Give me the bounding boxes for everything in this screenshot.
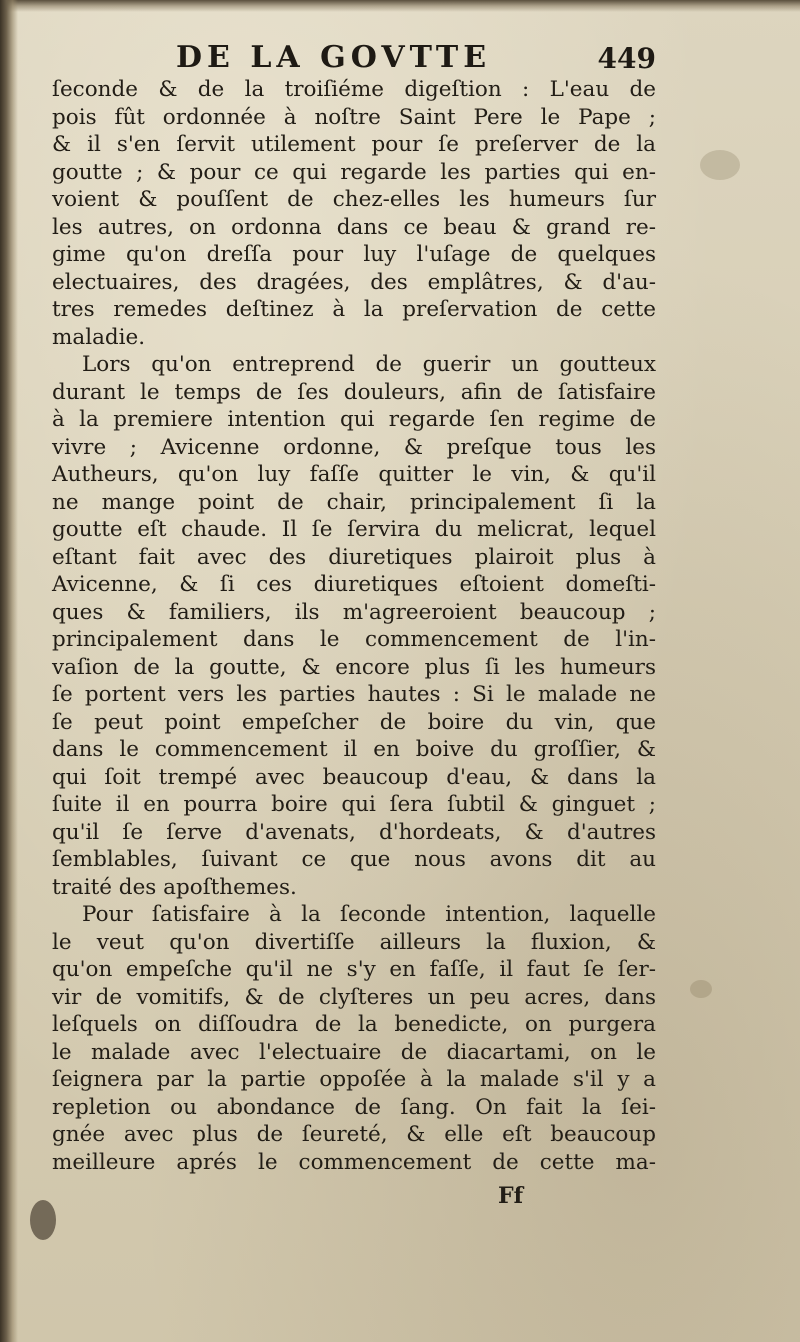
text-line: repletion ou abondance de ſang. On fait la ſei-: [52, 1094, 656, 1120]
text-line: durant le temps de ſes douleurs, afin de ſatisfaire: [52, 379, 656, 405]
text-line: ſe portent vers les parties hautes : Si le malade ne: [52, 682, 656, 707]
text-line: maladie.: [52, 324, 146, 350]
text-line: electuaires, des dragées, des emplâtres, & d'au-: [52, 269, 656, 295]
text-line: vir de vomitifs, & de clyſteres un peu acres, dans: [52, 984, 656, 1010]
text-line: vivre ; Avicenne ordonne, & preſque tous les: [52, 434, 656, 460]
text-line: ſeconde & de la troiſiéme digeſtion : L'eau de: [52, 77, 656, 102]
text-line: ne mange point de chair, principalement ſi la: [52, 489, 656, 515]
text-line: Avicenne, & ſi ces diuretiques eſtoient domeſti-: [52, 572, 656, 597]
text-line: le veut qu'on divertiſſe ailleurs la fluxion, &: [52, 929, 656, 955]
text-line: qui ſoit trempé avec beaucoup d'eau, & dans la: [52, 764, 656, 790]
paper-stain: [690, 980, 712, 998]
running-title: DE LA GOVTTE: [176, 40, 492, 75]
text-line: tres remedes deſtinez à la preſervation de cette: [52, 297, 656, 322]
text-line: traité des apoſthemes.: [52, 874, 297, 900]
page-binding-edge: [0, 0, 18, 1342]
text-line: goutte eſt chaude. Il ſe ſervira du melicrat, lequel: [52, 517, 656, 542]
text-line: dans le commencement il en boive du groſſier, &: [52, 737, 656, 762]
text-line: ſuite il en pourra boire qui ſera ſubtil & ginguet ;: [52, 792, 656, 817]
page-top-edge: [0, 0, 800, 12]
text-line: les autres, on ordonna dans ce beau & grand re-: [52, 214, 656, 240]
text-line: ſeignera par la partie oppoſée à la malade s'il y a: [52, 1067, 656, 1092]
text-line: ques & familiers, ils m'agreeroient beaucoup ;: [52, 599, 656, 625]
text-line: le malade avec l'electuaire de diacartami, on le: [52, 1039, 656, 1065]
text-line: Autheurs, qu'on luy faſſe quitter le vin, & qu'il: [52, 462, 656, 487]
paper-stain: [700, 150, 740, 180]
text-line: voient & pouſſent de chez-elles les humeurs ſur: [52, 187, 656, 212]
paper-stain: [30, 1200, 56, 1240]
signature-mark: Ff: [498, 1183, 524, 1209]
text-line: goutte ; & pour ce qui regarde les parties qui en-: [52, 159, 656, 185]
text-line: & il s'en ſervit utilement pour ſe preſerver de la: [52, 132, 656, 157]
text-line: principalement dans le commencement de l'in-: [52, 627, 656, 652]
page-number: 449: [597, 42, 656, 75]
text-line: à la premiere intention qui regarde ſen regime de: [52, 407, 656, 432]
text-line: eſtant fait avec des diuretiques plairoit plus à: [52, 544, 656, 570]
text-line: gime qu'on dreſſa pour luy l'uſage de quelques: [52, 242, 656, 267]
paragraph-start-line: Pour ſatisfaire à la ſeconde intention, laquelle: [82, 902, 656, 927]
text-line: pois fût ordonnée à noſtre Saint Pere le Pape ;: [52, 104, 656, 130]
text-line: ſe peut point empeſcher de boire du vin, que: [52, 709, 656, 735]
paragraph-start-line: Lors qu'on entreprend de guerir un goutteux: [82, 352, 656, 377]
text-line: gnée avec plus de ſeureté, & elle eſt beaucoup: [52, 1122, 656, 1147]
text-line: vaſion de la goutte, & encore plus ſi les humeurs: [52, 654, 656, 680]
text-line: qu'on empeſche qu'il ne s'y en faſſe, il faut ſe ſer-: [52, 957, 656, 982]
text-line: ſemblables, ſuivant ce que nous avons dit au: [52, 847, 656, 872]
text-line: qu'il ſe ſerve d'avenats, d'hordeats, & d'autres: [52, 819, 656, 845]
page-header: [56, 40, 656, 80]
text-line: leſquels on diſſoudra de la benedicte, on purgera: [52, 1012, 656, 1037]
text-line: meilleure aprés le commencement de cette ma-: [52, 1149, 656, 1175]
body-text: [52, 76, 656, 1176]
